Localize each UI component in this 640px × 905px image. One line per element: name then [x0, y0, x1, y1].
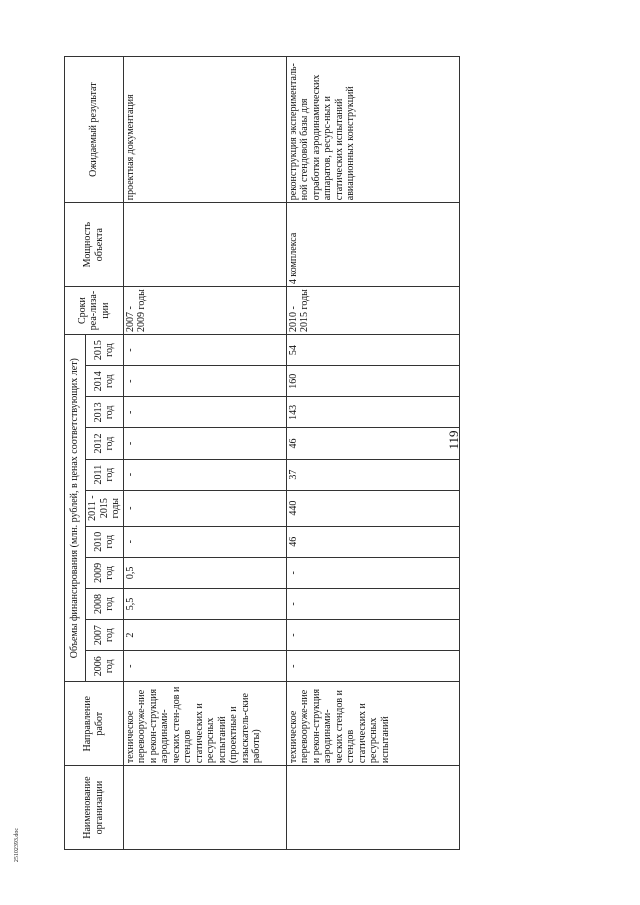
funding-table: [64, 56, 460, 850]
page-number: 119: [446, 430, 461, 450]
cell-org: [123, 766, 286, 850]
cell-value: -: [123, 490, 286, 526]
cell-value: -: [123, 459, 286, 490]
cell-value: -: [286, 620, 459, 651]
cell-capacity: 4 комплекса: [286, 203, 459, 287]
header-year: 2012 год: [86, 428, 124, 459]
header-year: 2013 год: [86, 397, 124, 428]
header-result: Ожидаемый результат: [65, 57, 124, 203]
cell-value: -: [123, 526, 286, 557]
cell-value: 54: [286, 334, 459, 365]
header-row-top: [65, 57, 86, 850]
cell-period: 2007 - 2009 годы: [123, 287, 286, 335]
cell-value: 2: [123, 620, 286, 651]
cell-value: -: [123, 428, 286, 459]
cell-value: 5,5: [123, 588, 286, 619]
header-org: Наименование организации: [65, 766, 124, 850]
header-year: 2006 год: [86, 651, 124, 682]
cell-result: проектная документация: [123, 57, 286, 203]
cell-value: -: [123, 334, 286, 365]
cell-result: реконструкция эксперименталь-ной стендовой базы для отработки аэродинамических аппаратов, ресурс-ных и статических испытаний авиационных конструкций: [286, 57, 459, 203]
cell-value: -: [123, 651, 286, 682]
header-year: 2010 год: [86, 526, 124, 557]
cell-value: 46: [286, 526, 459, 557]
header-funding-group: Объемы финансирования (млн. рублей, в ценах соответствующих лет): [65, 334, 86, 681]
table-row: [123, 57, 286, 850]
header-year: 2007 год: [86, 620, 124, 651]
header-year: 2009 год: [86, 557, 124, 588]
cell-value: -: [286, 557, 459, 588]
cell-direction: техническое перевооруже-ние и рекон-струкция аэродинами-ческих стен-дов и стендов статических и ресурсных испытаний (проектные и изыскатель-ские работы): [123, 682, 286, 766]
cell-value: -: [286, 651, 459, 682]
cell-period: 2010 - 2015 годы: [286, 287, 459, 335]
cell-value: -: [123, 366, 286, 397]
cell-value: 143: [286, 397, 459, 428]
cell-value: 160: [286, 366, 459, 397]
cell-org: [286, 766, 459, 850]
header-direction: Направление работ: [65, 682, 124, 766]
header-year: 2014 год: [86, 366, 124, 397]
cell-capacity: [123, 203, 286, 287]
footer-filename: 25102393.doc: [14, 827, 20, 863]
header-year: 2008 год: [86, 588, 124, 619]
cell-value: -: [286, 588, 459, 619]
table-row: [286, 57, 459, 850]
cell-value: 440: [286, 490, 459, 526]
cell-value: 37: [286, 459, 459, 490]
cell-direction: техническое перевооруже-ние и рекон-струкция аэродинами-ческих стендов и стендов статических и ресурсных испытаний: [286, 682, 459, 766]
funding-table-container: [64, 56, 470, 850]
header-year: 2015 год: [86, 334, 124, 365]
cell-value: 0,5: [123, 557, 286, 588]
header-capacity: Мощность объекта: [65, 203, 124, 287]
header-year: 2011 год: [86, 459, 124, 490]
header-year: 2011 - 2015 годы: [86, 490, 124, 526]
header-period: Сроки реа-лиза-ции: [65, 287, 124, 335]
cell-value: -: [123, 397, 286, 428]
cell-value: 46: [286, 428, 459, 459]
